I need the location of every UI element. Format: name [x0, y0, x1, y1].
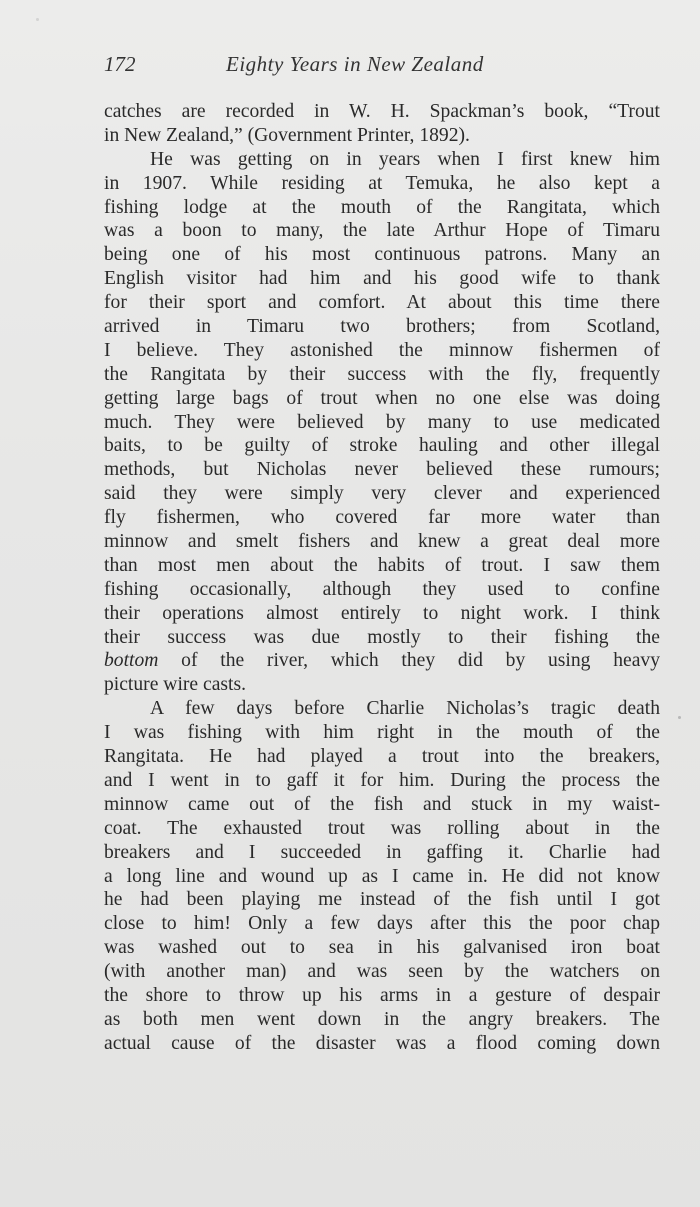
text-line: in 1907. While residing at Temuka, he also kept a: [104, 172, 660, 194]
page-header: [104, 52, 660, 82]
text-line: bottom of the river, which they did by using heavy: [104, 650, 660, 672]
text-line: breakers and I succeeded in gaffing it. Charlie had: [104, 841, 660, 863]
italic-word: bottom: [104, 650, 159, 672]
text-line: for their sport and comfort. At about this time there: [104, 292, 660, 314]
text-line: close to him! Only a few days after this the poor chap: [104, 913, 660, 935]
text-line: Rangitata. He had played a trout into the breakers,: [104, 746, 660, 768]
text-line: as both men went down in the angry breakers. The: [104, 1008, 660, 1030]
text-line: much. They were believed by many to use medicated: [104, 411, 660, 433]
text-line: fishing occasionally, although they used to confine: [104, 578, 660, 600]
text-line: a long line and wound up as I came in. He did not know: [104, 865, 660, 887]
text-line: baits, to be guilty of stroke hauling and other illegal: [104, 435, 660, 457]
text-line: A few days before Charlie Nicholas’s tragic death: [150, 698, 660, 720]
text-line: their operations almost entirely to night work. I think: [104, 602, 660, 624]
text-line: I believe. They astonished the minnow fishermen of: [104, 339, 660, 361]
text-line: catches are recorded in W. H. Spackman’s book, “Trout: [104, 101, 660, 122]
text-line: he had been playing me instead of the fish until I got: [104, 889, 660, 911]
text-line: minnow and smelt fishers and knew a great deal more: [104, 531, 660, 553]
speck: [678, 716, 681, 719]
text-line: I was fishing with him right in the mouth of the: [104, 722, 660, 744]
text-line: English visitor had him and his good wife to thank: [104, 268, 660, 290]
text-line: coat. The exhausted trout was rolling about in the: [104, 817, 660, 839]
text-line: their success was due mostly to their fishing the: [104, 626, 660, 648]
text-line: picture wire casts.: [104, 674, 246, 696]
page-number: 172: [104, 52, 136, 76]
text-line: the shore to throw up his arms in a gesture of despair: [104, 984, 660, 1006]
running-title: Eighty Years in New Zealand: [226, 52, 484, 76]
text-line: arrived in Timaru two brothers; from Scotland,: [104, 316, 660, 338]
text-line: He was getting on in years when I first knew him: [150, 148, 660, 170]
text-line: being one of his most continuous patrons. Many an: [104, 244, 660, 266]
text-line: minnow came out of the fish and stuck in my waist-: [104, 793, 660, 815]
text-line: said they were simply very clever and experienced: [104, 483, 660, 505]
body-text: [104, 100, 660, 1056]
text-line: the Rangitata by their success with the fly, frequently: [104, 363, 660, 385]
text-line: was a boon to many, the late Arthur Hope of Timaru: [104, 220, 660, 242]
text-line: actual cause of the disaster was a flood coming down: [104, 1032, 660, 1054]
text-line: and I went in to gaff it for him. During the process the: [104, 769, 660, 791]
text-line: (with another man) and was seen by the watchers on: [104, 961, 660, 983]
text-line: was washed out to sea in his galvanised iron boat: [104, 937, 660, 959]
text-line: in New Zealand,” (Government Printer, 1892).: [104, 124, 470, 146]
text-line: getting large bags of trout when no one else was doing: [104, 387, 660, 409]
text-line: fly fishermen, who covered far more water than: [104, 507, 660, 529]
speck: [36, 18, 39, 21]
text-line: methods, but Nicholas never believed these rumours;: [104, 459, 660, 481]
text-line: fishing lodge at the mouth of the Rangitata, which: [104, 196, 660, 218]
text-line: than most men about the habits of trout. I saw them: [104, 554, 660, 576]
